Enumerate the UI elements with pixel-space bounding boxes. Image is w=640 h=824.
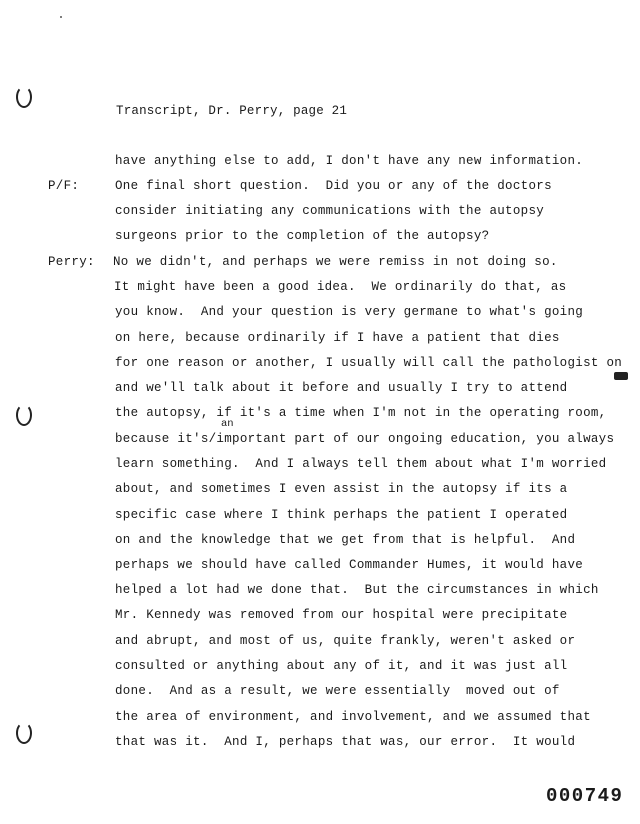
transcript-line: done. And as a result, we were essentially moved out of bbox=[115, 684, 560, 698]
transcript-line: because it's/important part of our ongoing education, you always bbox=[115, 432, 615, 446]
transcript-line: surgeons prior to the completion of the autopsy? bbox=[115, 229, 490, 243]
transcript-line: that was it. And I, perhaps that was, our error. It would bbox=[115, 735, 576, 749]
punch-hole-bottom bbox=[16, 722, 32, 744]
transcript-line: Mr. Kennedy was removed from our hospital were precipitate bbox=[115, 608, 568, 622]
transcript-line: you know. And your question is very germane to what's going bbox=[115, 305, 584, 319]
speaker-label-perry: Perry: bbox=[48, 255, 95, 269]
staple-mark bbox=[614, 372, 628, 380]
transcript-line: on here, because ordinarily if I have a patient that dies bbox=[115, 331, 560, 345]
transcript-line: helped a lot had we done that. But the circumstances in which bbox=[115, 583, 599, 597]
transcript-line: consulted or anything about any of it, and it was just all bbox=[115, 659, 568, 673]
transcript-line: One final short question. Did you or any of the doctors bbox=[115, 179, 552, 193]
transcript-line: the area of environment, and involvement, and we assumed that bbox=[115, 710, 591, 724]
transcript-line: It might have been a good idea. We ordinarily do that, as bbox=[114, 280, 567, 294]
punch-hole-top bbox=[16, 86, 32, 108]
transcript-line: and abrupt, and most of us, quite frankly, weren't asked or bbox=[115, 634, 576, 648]
speaker-label-pf: P/F: bbox=[48, 179, 80, 193]
page-header: Transcript, Dr. Perry, page 21 bbox=[116, 104, 348, 118]
scan-speck bbox=[60, 16, 62, 18]
transcript-line: have anything else to add, I don't have any new information. bbox=[115, 154, 584, 168]
transcript-line: learn something. And I always tell them about what I'm worried bbox=[115, 457, 607, 471]
transcript-line: perhaps we should have called Commander Humes, it would have bbox=[115, 558, 584, 572]
transcript-line: the autopsy, if it's a time when I'm not in the operating room, bbox=[115, 406, 607, 420]
transcript-line: No we didn't, and perhaps we were remiss in not doing so. bbox=[113, 255, 558, 269]
transcript-line: consider initiating any communications with the autopsy bbox=[115, 204, 545, 218]
transcript-line: on and the knowledge that we get from that is helpful. And bbox=[115, 533, 576, 547]
transcript-line: specific case where I think perhaps the patient I operated bbox=[115, 508, 568, 522]
handwritten-insertion: an bbox=[221, 418, 234, 430]
transcript-line: and we'll talk about it before and usually I try to attend bbox=[115, 381, 568, 395]
transcript-line: about, and sometimes I even assist in the autopsy if its a bbox=[115, 482, 568, 496]
bates-number: 000749 bbox=[546, 785, 624, 807]
transcript-line: for one reason or another, I usually will call the pathologist on bbox=[115, 356, 623, 370]
punch-hole-middle bbox=[16, 404, 32, 426]
